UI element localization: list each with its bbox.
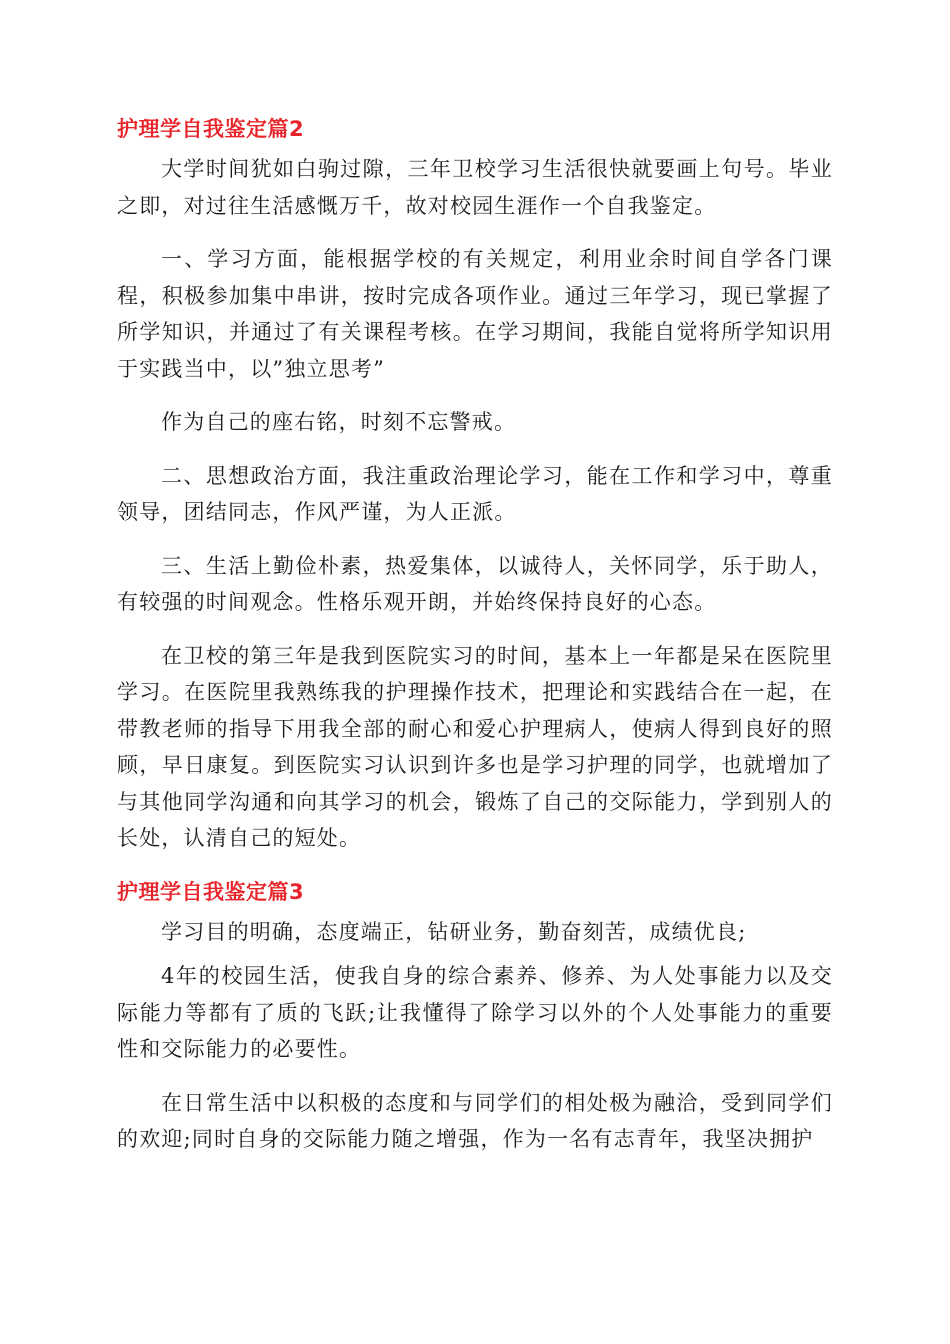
paragraph: 二、思想政治方面，我注重政治理论学习，能在工作和学习中，尊重领导，团结同志，作风严谨，为人正派。 xyxy=(117,463,833,524)
paragraph: 在日常生活中以积极的态度和与同学们的相处极为融洽，受到同学们的欢迎;同时自身的交际能力随之增强，作为一名有志青年，我坚决拥护 xyxy=(117,1090,833,1151)
document-page xyxy=(117,111,833,1175)
paragraph: 在卫校的第三年是我到医院实习的时间，基本上一年都是呆在医院里学习。在医院里我熟练我的护理操作技术，把理论和实践结合在一起，在带教老师的指导下用我全部的耐心和爱心护理病人，使病人得到良好的照顾，早日康复。到医院实习认识到许多也是学习护理的同学，也就增加了与其他同学沟通和向其学习的机会，锻炼了自己的交际能力，学到别人的长处，认清自己的短处。 xyxy=(117,643,833,850)
paragraph: 作为自己的座右铭，时刻不忘警戒。 xyxy=(161,410,517,434)
paragraph: 4年的校园生活，使我自身的综合素养、修养、为人处事能力以及交际能力等都有了质的飞跃;让我懂得了除学习以外的个人处事能力的重要性和交际能力的必要性。 xyxy=(117,964,833,1061)
paragraph: 学习目的明确，态度端正，钻研业务，勤奋刻苦，成绩优良; xyxy=(161,919,747,944)
paragraph: 大学时间犹如白驹过隙，三年卫校学习生活很快就要画上句号。毕业之即，对过往生活感慨万千，故对校园生涯作一个自我鉴定。 xyxy=(117,157,833,218)
paragraph: 一、学习方面，能根据学校的有关规定，利用业余时间自学各门课程，积极参加集中串讲，按时完成各项作业。通过三年学习，现已掌握了所学知识，并通过了有关课程考核。在学习期间，我能自觉将所学知识用于实践当中，以”独立思考” xyxy=(117,247,833,381)
paragraph: 三、生活上勤俭朴素，热爱集体，以诚待人，关怀同学，乐于助人，有较强的时间观念。性格乐观开朗，并始终保持良好的心态。 xyxy=(117,553,833,614)
section-heading: 护理学自我鉴定篇2 xyxy=(117,117,305,141)
section-heading: 护理学自我鉴定篇3 xyxy=(117,879,305,904)
